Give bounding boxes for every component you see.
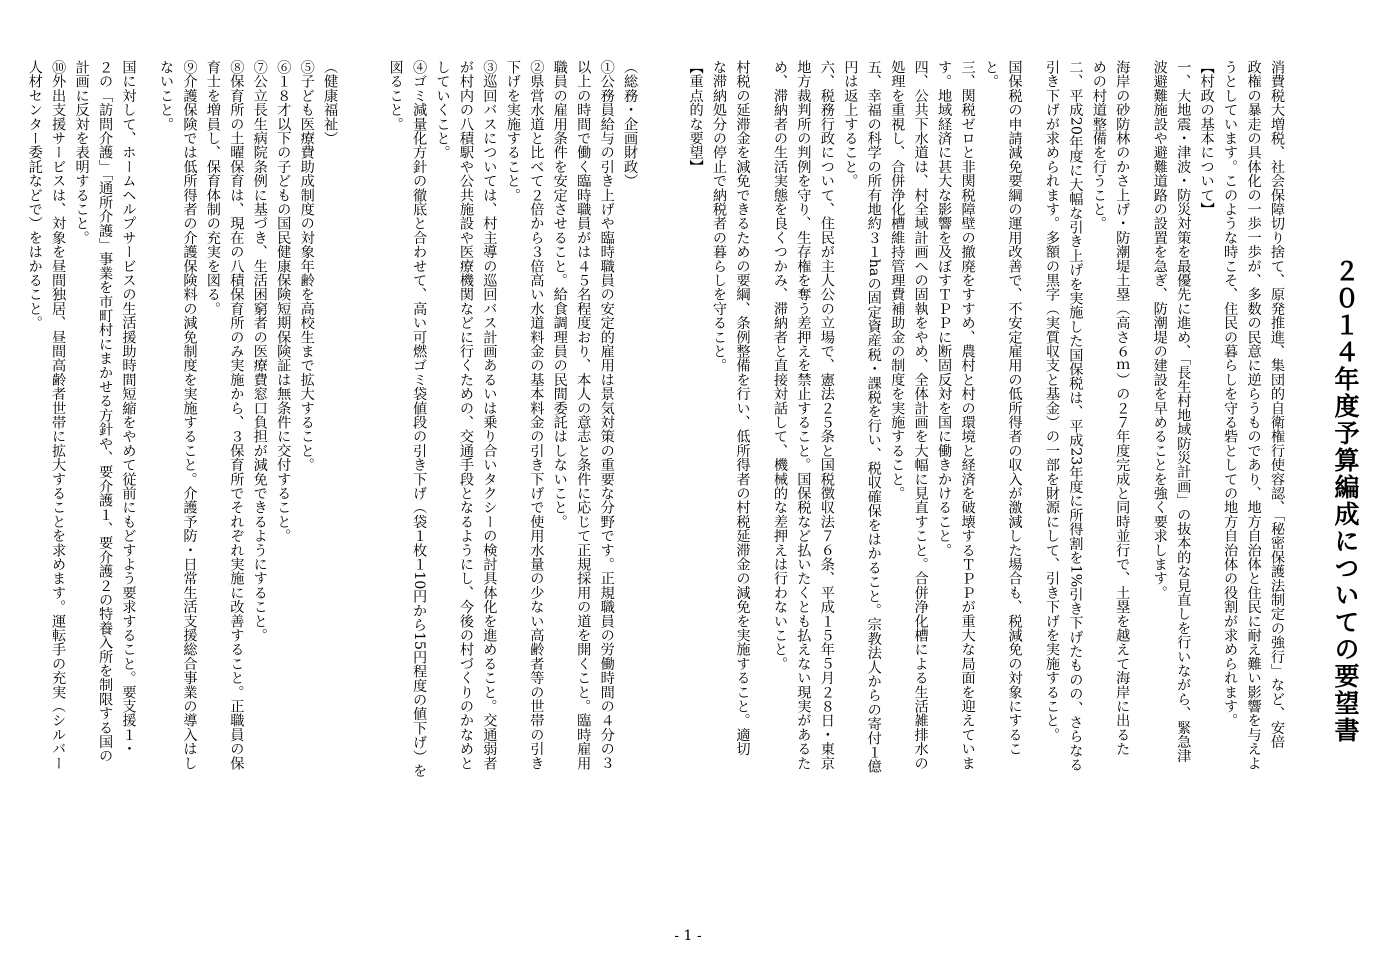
text-column: 三、関税ゼロと非関税障壁の撤廃をすすめ、農村と村の環境と経済を破壊するＴＰＰが重大な局面を迎えていま [959, 60, 976, 770]
text-column: と。 [983, 60, 1000, 89]
text-column: ③巡回バスについては、村主導の巡回バス計画あるいは乗り合いタクシーの検討具体化を進めること。交通弱者 [481, 60, 498, 770]
text-column: 引き下げが求められます。多額の黒字（実質収支と基金）の一部を財源にして、引き下げを実施すること。 [1043, 60, 1060, 742]
text-column: 一、大地震・津波・防災対策を最優先に進め、「長生村地域防災計画」の抜本的な見直しを行いながら、緊急津 [1175, 60, 1192, 763]
text-column: 育士を増員し、保育体制の充実を図る。 [204, 60, 221, 316]
text-column: ⑨介護保険では低所得者の介護保険料の減免制度を実施すること。介護予防・日常生活支援総合事業の導入はし [181, 60, 198, 770]
text-column: ④ゴミ減量化方針の徹底と合わせて、高い可燃ゴミ袋値段の引き下げ（袋１枚１10円から15円程度の値下げ）を [411, 60, 428, 778]
text-column: 人材センター委託などで）をはかること。 [26, 60, 43, 330]
text-column: 以上の時間で働く臨時職員がは４５名程度おり、本人の意志と条件に応じて正規採用の道を開くこと。臨時雇用 [575, 60, 592, 770]
text-column: 職員の雇用条件を安定させること。給食調理員の民間委託はしないこと。 [551, 60, 568, 529]
text-column: 二、平成20年度に大幅な引き上げを実施した国保税は、平成23年度に所得割を1%引き下げたものの、さらなる [1067, 60, 1084, 772]
document-body [22, 60, 1302, 920]
text-column: ⑧保育所の土曜保育は、現在の八積保育所のみ実施から、３保育所でそれぞれ実施に改善すること。正職員の保 [228, 60, 245, 770]
page-number: - 1 - [674, 928, 702, 944]
text-column: うとしています。このような時こそ、住民の暮らしを守る砦としての地方自治体の役割が求められます。 [1222, 60, 1239, 728]
text-column: ①公務員給与の引き上げや臨時職員の安定的雇用は景気対策の重要な分野です。正規職員の労働時間の４分の３ [598, 60, 615, 770]
text-column: 処理を重視し、合併浄化槽維持管理費補助金の制度を実施すること。 [889, 60, 906, 501]
text-column: めの村道整備を行うこと。 [1090, 60, 1107, 231]
text-column: め、滞納者の生活実態を良くつかみ、滞納者と直接対話して、機械的な差押えは行わないこと。 [771, 60, 788, 671]
text-column: 消費税大増税、社会保障切り捨て、原発推進、集団的自衛権行使容認、「秘密保護法制定の強行」など、安倍 [1269, 60, 1285, 749]
text-column: （総務・企画財政） [622, 60, 639, 188]
text-column: 海岸の砂防林のかさ上げ・防潮堤土塁（高さ６ｍ）の２７年度完成と同時並行で、土塁を越えて海岸に出るた [1114, 60, 1131, 756]
text-column: 下げを実施すること。 [504, 60, 521, 202]
text-column: ⑥１８才以下の子どもの国民健康保険短期保険証は無条件に交付すること。 [275, 60, 292, 543]
text-column: 村税の延滞金を減免できるための要綱、条例整備を行い、低所得者の村税延滞金の減免を実施すること。適切 [734, 60, 751, 756]
text-column: していくこと。 [434, 60, 451, 160]
text-column: 【村政の基本について】 [1198, 60, 1215, 217]
text-column: 国保税の申請減免要綱の運用改善で、不安定雇用の低所得者の収入が激減した場合も、税減免の対象にするこ [1006, 60, 1023, 756]
text-column: 四、公共下水道は、村全域計画への固執をやめ、全体計画を大幅に見直すこと。合併浄化槽による生活雑排水の [912, 60, 929, 770]
text-column: ②県営水道と比べて２倍から３倍高い水道料金の基本料金の引き下げで使用水量の少ない高齢者等の世帯の引き [528, 60, 545, 771]
text-column: （健康福祉） [322, 60, 339, 146]
text-column: 政権の暴走の具体化の一歩一歩が、多数の民意に逆らうものであり、地方自治体と住民に耐え難い影響を与えよ [1245, 60, 1262, 770]
text-column: 地方裁判所の判例を守り、生存権を奪う差押えを禁止すること。国保税など払いたくとも払えない現実があるた [795, 60, 812, 770]
text-column: 波避難施設や避難道路の設置を急ぎ、防潮堤の建設を早めることを強く要求します。 [1151, 60, 1168, 600]
text-column: す。地域経済に甚大な影響を及ぼすＴＰＰに断固反対を国に働きかけること。 [936, 60, 953, 557]
text-column: 国に対して、ホームヘルプサービスの生活援助時間短縮をやめて従前にもどすよう要求すること。要支援１・ [120, 60, 137, 756]
text-column: な滞納処分の停止で納税者の暮らしを守ること。 [711, 60, 728, 373]
text-column: 円は返上すること。 [842, 60, 859, 188]
text-column: 計画に反対を表明すること。 [73, 60, 90, 245]
text-column: 【重点的な要望】 [687, 60, 704, 174]
text-column: ２の「訪問介護」「通所介護」事業を市町村にまかせる方針や、要介護１、要介護２の特養入所を制限する国の [97, 60, 114, 763]
text-column: ⑦公立長生病院条例に基づき、生活困窮者の医療費窓口負担が減免できるようにすること。 [251, 60, 268, 643]
text-column: ないこと。 [157, 60, 174, 131]
text-column: ⑤子ども医療費助成制度の対象年齢を高校生まで拡大すること。 [298, 60, 315, 472]
text-column: ⑩外出支援サービスは、対象を昼間独居、昼間高齢者世帯に拡大することを求めます。運転手の充実（シルバー [50, 60, 67, 770]
text-column: 図ること。 [387, 60, 404, 131]
text-column: が村内の八積駅や公共施設や医療機関などに行くための、交通手段となるようにし、今後の村づくりのかなめと [457, 60, 474, 770]
document-title: ２０１４年度予算編成についての要望書 [1331, 258, 1360, 744]
text-column: 六、税務行政について、住民が主人公の立場で、憲法２５条と国税徴収法７６条、平成１５年５月２８日・東京 [818, 60, 835, 770]
text-column: 五、幸福の科学の所有地約３１haの固定資産税・課税を行い、税収確保をはかること。宗教法人からの寄付１億 [865, 60, 882, 774]
